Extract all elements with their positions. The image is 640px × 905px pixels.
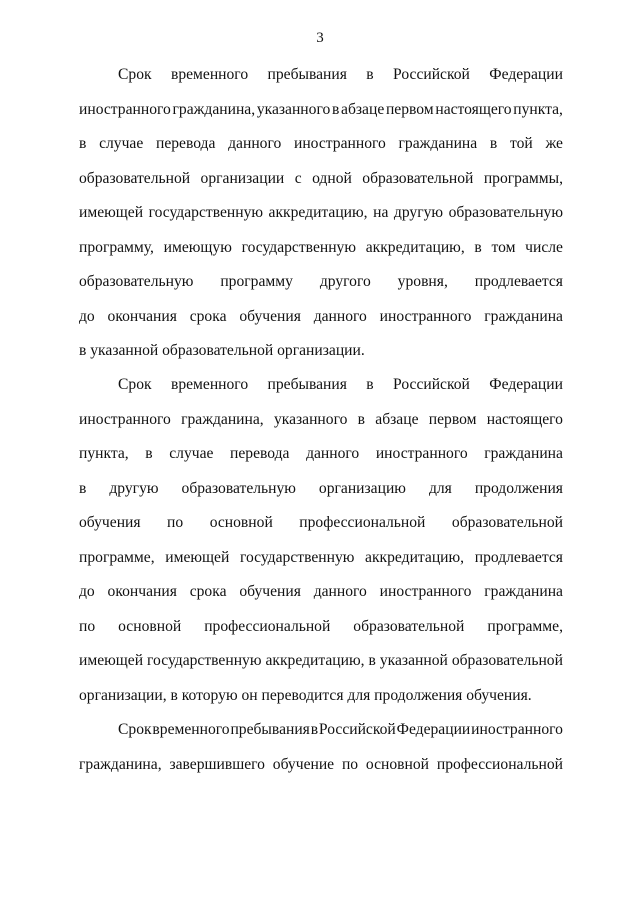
text-line: имеющей государственную аккредитацию, на другую образовательную (79, 204, 563, 221)
text-line: иностранного гражданина, указанного в абзаце первом настоящего пункта, (79, 100, 563, 118)
text-line: Срок временного пребывания в Российской Федерации иностранного (118, 721, 563, 738)
text-line: в указанной образовательной организации. (79, 342, 365, 359)
text-line: программе, имеющей государственную аккредитацию, продлевается (79, 548, 563, 566)
text-line: иностранного гражданина, указанного в абзаце первом настоящего (79, 410, 563, 428)
text-line: имеющей государственную аккредитацию, в указанной образовательной (79, 652, 563, 669)
text-line: программу, имеющую государственную аккредитацию, в том числе (79, 238, 563, 256)
text-line: до окончания срока обучения данного иностранного гражданина (79, 307, 563, 325)
text-line: по основной профессиональной образовательной программе, (79, 617, 563, 635)
text-line: пункта, в случае перевода данного иностранного гражданина (79, 445, 563, 462)
text-line: в другую образовательную организацию для продолжения (79, 479, 563, 497)
text-line: организации, в которую он переводится для продолжения обучения. (79, 686, 532, 704)
text-line: Срок временного пребывания в Российской Федерации (118, 376, 563, 393)
page-number: 3 (316, 30, 324, 46)
text-line: образовательную программу другого уровня, продлевается (79, 273, 563, 290)
text-line: в случае перевода данного иностранного гражданина в той же (79, 135, 563, 152)
text-line: обучения по основной профессиональной образовательной (79, 514, 563, 531)
text-line: до окончания срока обучения данного иностранного гражданина (79, 583, 563, 600)
text-line: Срок временного пребывания в Российской Федерации (118, 66, 563, 83)
text-line: образовательной организации с одной образовательной программы, (79, 169, 563, 187)
text-line: гражданина, завершившего обучение по основной профессиональной (79, 755, 563, 773)
